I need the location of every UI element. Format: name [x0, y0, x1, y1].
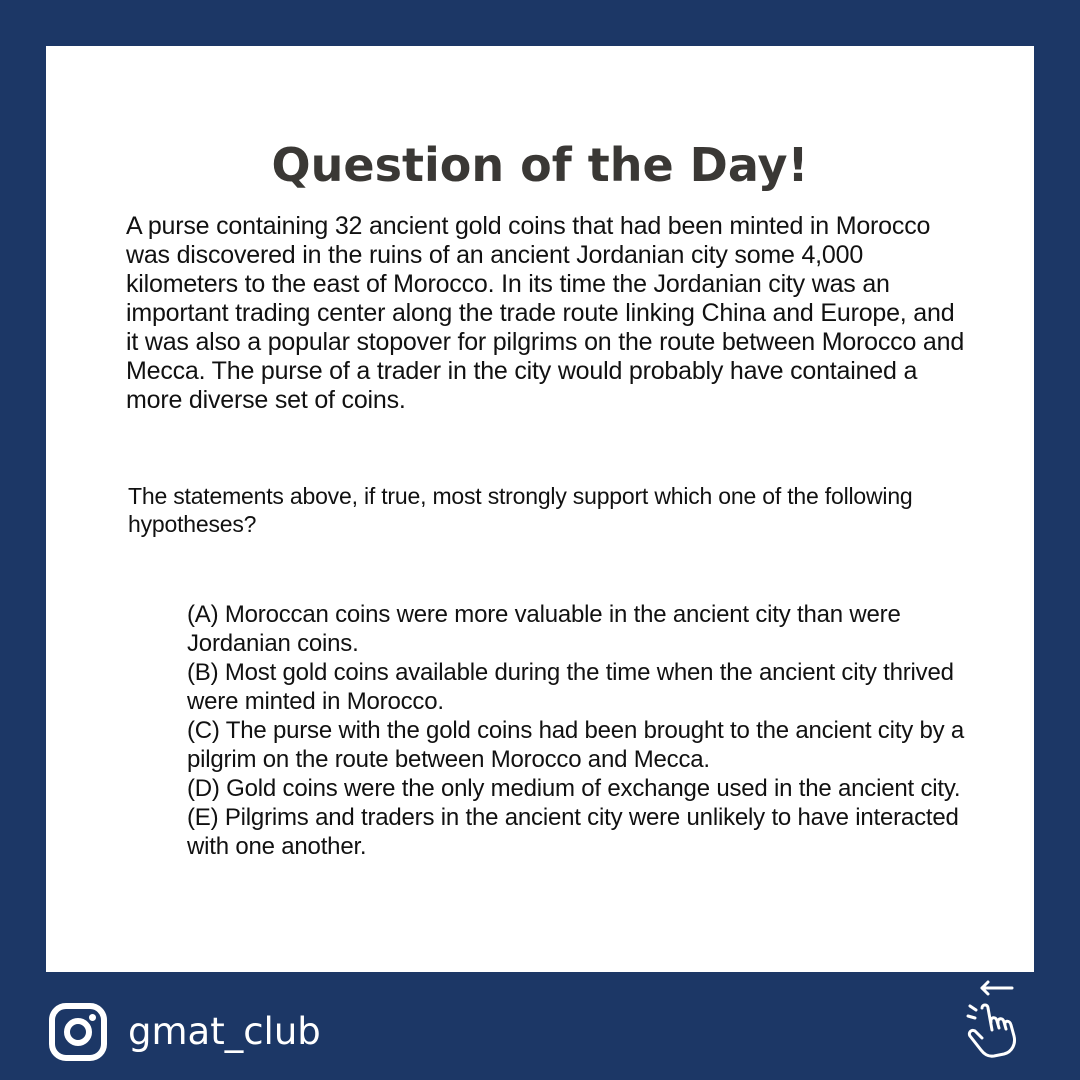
question-card [46, 46, 1034, 972]
answer-option-c: (C) The purse with the gold coins had been brought to the ancient city by a pilgrim on the route between Morocco and Mecca. [187, 717, 965, 773]
handle-text: gmat_club [128, 1010, 321, 1053]
page-title: Question of the Day! [271, 138, 809, 192]
question-stem: The statements above, if true, most strongly support which one of the following hypotheses? [128, 483, 913, 537]
swipe-left-hand-icon [958, 978, 1034, 1062]
answer-option-b: (B) Most gold coins available during the time when the ancient city thrived were minted in Morocco. [187, 659, 954, 715]
answer-option-a: (A) Moroccan coins were more valuable in the ancient city than were Jordanian coins. [187, 601, 901, 657]
instagram-icon [48, 1002, 108, 1062]
instagram-handle [48, 1002, 321, 1062]
answer-option-d: (D) Gold coins were the only medium of exchange used in the ancient city. [187, 775, 961, 802]
question-passage: A purse containing 32 ancient gold coins that had been minted in Morocco was discovered in the ruins of an ancient Jordanian city some 4,000 kilometers to the east of Morocco. In its time the Jordanian city was an important trading center along the trade route linking China and Europe, and it was also a popular stopover for pilgrims on the route between Morocco and Mecca. The purse of a trader in the city would probably have contained a more diverse set of coins. [126, 212, 965, 414]
answer-option-e: (E) Pilgrims and traders in the ancient city were unlikely to have interacted with one another. [187, 804, 959, 860]
answer-options [187, 600, 977, 861]
